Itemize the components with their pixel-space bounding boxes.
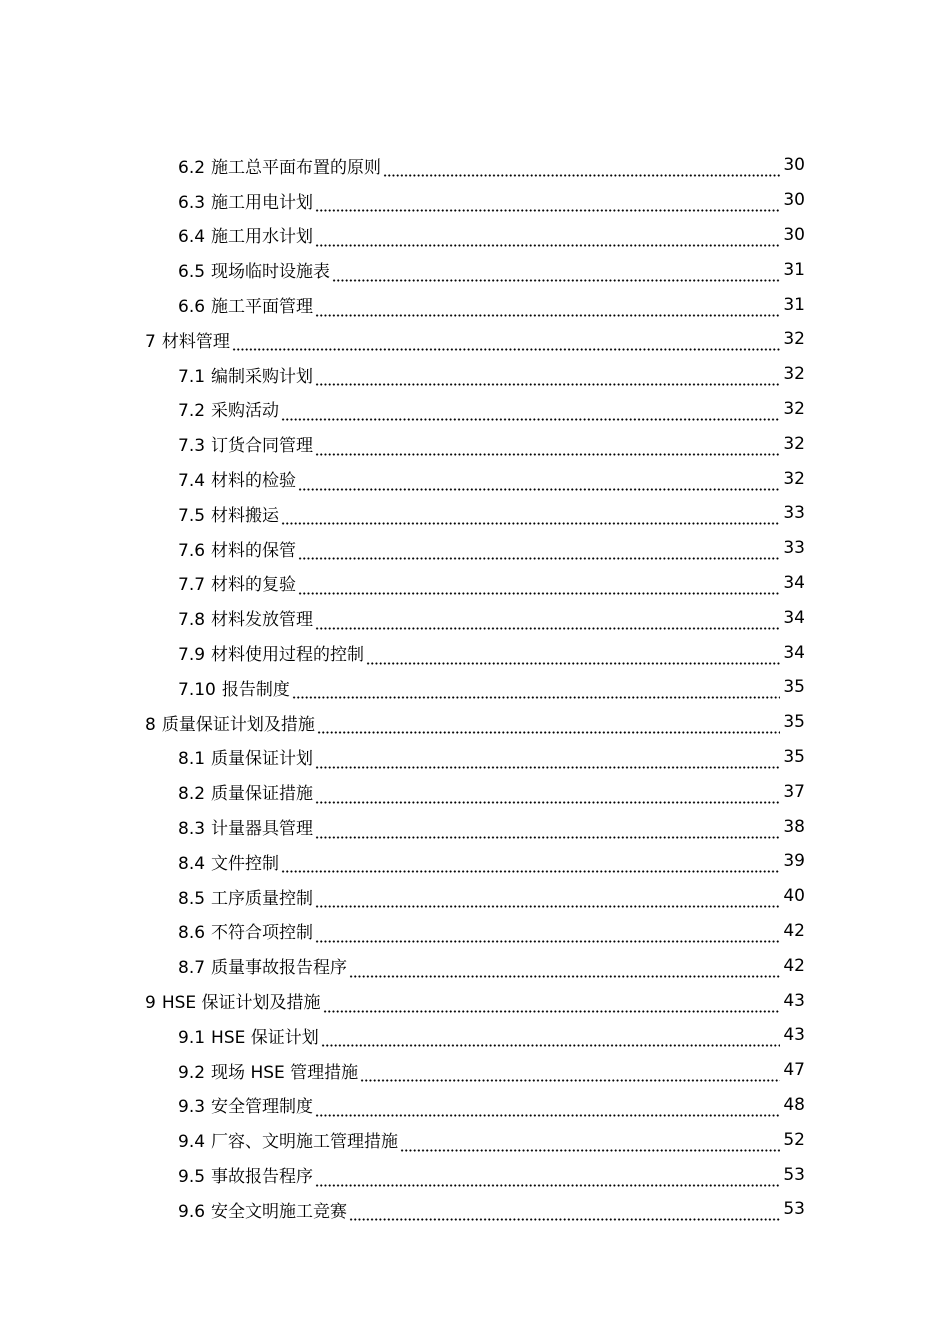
toc-subsection-entry[interactable] — [0, 566, 950, 601]
toc-entry-number: 7 — [145, 331, 156, 352]
toc-page-number: 32 — [783, 468, 805, 489]
toc-entry-title: 材料发放管理 — [211, 610, 314, 631]
toc-entry-title: 现场 HSE 管理措施 — [211, 1062, 359, 1083]
toc-section-entry[interactable] — [0, 983, 950, 1018]
toc-dot-leader — [292, 681, 780, 699]
toc-entry-heading — [178, 536, 297, 561]
toc-subsection-entry[interactable] — [0, 1018, 950, 1053]
toc-entry-number: 7.9 — [178, 645, 206, 666]
toc-dot-leader — [281, 507, 780, 525]
toc-entry-number: 8.5 — [178, 888, 206, 909]
toc-page-number: 34 — [783, 572, 805, 593]
toc-entry-title: HSE 保证计划及措施 — [161, 993, 321, 1014]
toc-entry-title: 材料的保管 — [211, 540, 297, 561]
toc-entry-heading — [178, 153, 382, 178]
toc-entry-heading — [178, 744, 314, 769]
toc-page-number: 33 — [783, 538, 805, 559]
toc-entry-title: 文件控制 — [211, 853, 280, 874]
toc-dot-leader — [321, 1029, 780, 1047]
toc-entry-number: 7.5 — [178, 505, 206, 526]
toc-entry-number: 7.6 — [178, 540, 206, 561]
toc-entry-title: 材料搬运 — [211, 505, 280, 526]
toc-entry-title: 工序质量控制 — [211, 888, 314, 909]
toc-entry-title: HSE 保证计划 — [211, 1027, 319, 1048]
toc-dot-leader — [383, 159, 780, 177]
toc-subsection-entry[interactable] — [0, 287, 950, 322]
toc-subsection-entry[interactable] — [0, 600, 950, 635]
toc-entry-number: 6.5 — [178, 262, 206, 283]
toc-entry-title: 施工平面管理 — [211, 297, 314, 318]
toc-subsection-entry[interactable] — [0, 357, 950, 392]
toc-entry-heading — [145, 988, 322, 1013]
toc-page-number: 47 — [783, 1060, 805, 1081]
toc-entry-title: 采购活动 — [211, 401, 280, 422]
toc-page-number: 52 — [783, 1129, 805, 1150]
toc-entry-heading — [178, 570, 297, 595]
toc-dot-leader — [315, 1169, 780, 1187]
toc-entry-heading — [178, 1127, 399, 1152]
toc-entry-heading — [178, 779, 314, 804]
toc-page-number: 43 — [783, 1025, 805, 1046]
toc-subsection-entry[interactable] — [0, 1088, 950, 1123]
toc-entry-title: 材料使用过程的控制 — [211, 645, 365, 666]
toc-page-number: 35 — [783, 712, 805, 733]
toc-subsection-entry[interactable] — [0, 809, 950, 844]
toc-dot-leader — [360, 1064, 780, 1082]
toc-page-number: 43 — [783, 990, 805, 1011]
toc-entry-number: 6.4 — [178, 227, 206, 248]
toc-entry-heading — [178, 675, 291, 700]
toc-entry-title: 现场临时设施表 — [211, 262, 331, 283]
toc-subsection-entry[interactable] — [0, 774, 950, 809]
toc-page-number: 30 — [783, 190, 805, 211]
toc-subsection-entry[interactable] — [0, 461, 950, 496]
toc-subsection-entry[interactable] — [0, 740, 950, 775]
toc-subsection-entry[interactable] — [0, 392, 950, 427]
toc-entry-number: 9.4 — [178, 1132, 206, 1153]
toc-dot-leader — [315, 890, 780, 908]
toc-subsection-entry[interactable] — [0, 879, 950, 914]
toc-entry-heading — [178, 953, 348, 978]
toc-subsection-entry[interactable] — [0, 948, 950, 983]
toc-entry-heading — [178, 222, 314, 247]
toc-subsection-entry[interactable] — [0, 183, 950, 218]
toc-entry-heading — [178, 466, 297, 491]
toc-entry-heading — [178, 396, 280, 421]
toc-entry-heading — [178, 640, 365, 665]
toc-entry-heading — [178, 918, 314, 943]
toc-entry-heading — [178, 814, 314, 839]
toc-dot-leader — [315, 1099, 780, 1117]
toc-subsection-entry[interactable] — [0, 252, 950, 287]
toc-entry-title: 材料的检验 — [211, 471, 297, 492]
toc-page-number: 35 — [783, 677, 805, 698]
toc-dot-leader — [315, 229, 780, 247]
toc-page-number: 39 — [783, 851, 805, 872]
toc-entry-number: 9 — [145, 993, 156, 1014]
toc-section-entry[interactable] — [0, 705, 950, 740]
toc-entry-number: 7.2 — [178, 401, 206, 422]
toc-dot-leader — [298, 577, 780, 595]
toc-dot-leader — [315, 751, 780, 769]
toc-dot-leader — [232, 333, 780, 351]
toc-entry-number: 8.2 — [178, 784, 206, 805]
toc-entry-number: 6.3 — [178, 192, 206, 213]
toc-page-number: 31 — [783, 259, 805, 280]
toc-subsection-entry[interactable] — [0, 1157, 950, 1192]
toc-entry-title: 安全管理制度 — [211, 1097, 314, 1118]
toc-dot-leader — [315, 612, 780, 630]
toc-entry-heading — [145, 710, 316, 735]
toc-subsection-entry[interactable] — [0, 426, 950, 461]
toc-entry-number: 7.7 — [178, 575, 206, 596]
toc-dot-leader — [323, 995, 780, 1013]
toc-page-number: 32 — [783, 364, 805, 385]
toc-entry-title: 材料的复验 — [211, 575, 297, 596]
toc-dot-leader — [317, 716, 780, 734]
toc-entry-heading — [145, 327, 231, 352]
toc-entry-number: 9.2 — [178, 1062, 206, 1083]
toc-page-number: 53 — [783, 1199, 805, 1220]
toc-page-number: 35 — [783, 746, 805, 767]
toc-entry-heading — [178, 362, 314, 387]
toc-page-number: 42 — [783, 955, 805, 976]
toc-page-number: 31 — [783, 294, 805, 315]
toc-entry-heading — [178, 292, 314, 317]
toc-dot-leader — [315, 194, 780, 212]
toc-entry-number: 8.7 — [178, 958, 206, 979]
toc-page-number: 30 — [783, 155, 805, 176]
toc-subsection-entry[interactable] — [0, 914, 950, 949]
toc-dot-leader — [315, 821, 780, 839]
toc-entry-title: 安全文明施工竞赛 — [211, 1201, 348, 1222]
toc-entry-heading — [178, 849, 280, 874]
toc-entry-title: 质量保证计划及措施 — [161, 714, 315, 735]
toc-subsection-entry[interactable] — [0, 635, 950, 670]
toc-dot-leader — [281, 855, 780, 873]
toc-subsection-entry[interactable] — [0, 1122, 950, 1157]
toc-page-number: 30 — [783, 224, 805, 245]
toc-entry-heading — [178, 1162, 314, 1187]
toc-dot-leader — [315, 368, 780, 386]
toc-entry-title: 材料管理 — [161, 331, 230, 352]
toc-dot-leader — [332, 264, 780, 282]
toc-entry-number: 8 — [145, 714, 156, 735]
toc-entry-title: 质量事故报告程序 — [211, 958, 348, 979]
toc-page-number: 32 — [783, 329, 805, 350]
toc-page-number: 38 — [783, 816, 805, 837]
toc-entry-title: 编制采购计划 — [211, 366, 314, 387]
toc-dot-leader — [349, 960, 780, 978]
toc-page-number: 33 — [783, 503, 805, 524]
toc-entry-number: 9.5 — [178, 1167, 206, 1187]
toc-entry-title: 质量保证计划 — [211, 749, 314, 770]
toc-page-number: 53 — [783, 1164, 805, 1185]
toc-entry-title: 报告制度 — [221, 679, 290, 700]
toc-entry-number: 7.3 — [178, 436, 206, 457]
toc-entry-number: 7.4 — [178, 471, 206, 492]
toc-entry-heading — [178, 431, 314, 456]
toc-dot-leader — [366, 647, 780, 665]
toc-entry-number: 8.3 — [178, 819, 206, 840]
toc-entry-number: 9.1 — [178, 1027, 206, 1048]
toc-page-number: 40 — [783, 886, 805, 907]
toc-entry-number: 6.6 — [178, 297, 206, 318]
toc-entry-number: 6.2 — [178, 157, 206, 178]
toc-subsection-entry[interactable] — [0, 670, 950, 705]
toc-entry-number: 7.1 — [178, 366, 206, 387]
toc-entry-title: 事故报告程序 — [211, 1167, 314, 1187]
toc-entry-number: 7.10 — [178, 679, 216, 700]
toc-entry-number: 9.6 — [178, 1201, 206, 1222]
toc-page-number: 34 — [783, 642, 805, 663]
toc-section-entry[interactable] — [0, 322, 950, 357]
toc-dot-leader — [298, 542, 780, 560]
toc-entry-number: 9.3 — [178, 1097, 206, 1118]
toc-entry-title: 质量保证措施 — [211, 784, 314, 805]
toc-entry-title: 厂容、文明施工管理措施 — [211, 1132, 399, 1153]
toc-entry-heading — [178, 884, 314, 909]
toc-subsection-entry[interactable] — [0, 496, 950, 531]
toc-entry-heading — [178, 257, 331, 282]
toc-dot-leader — [315, 438, 780, 456]
toc-dot-leader — [315, 299, 780, 317]
toc-page-number: 37 — [783, 781, 805, 802]
toc-dot-leader — [281, 403, 780, 421]
toc-entry-number: 8.4 — [178, 853, 206, 874]
toc-entry-number: 8.1 — [178, 749, 206, 770]
toc-entry-heading — [178, 501, 280, 526]
toc-entry-title: 计量器具管理 — [211, 819, 314, 840]
toc-entry-heading — [178, 1197, 348, 1222]
toc-entry-heading — [178, 188, 314, 213]
toc-subsection-entry[interactable] — [0, 218, 950, 253]
toc-dot-leader — [315, 925, 780, 943]
toc-page-number: 42 — [783, 920, 805, 941]
toc-subsection-entry[interactable] — [0, 1192, 950, 1227]
toc-subsection-entry[interactable] — [0, 148, 950, 183]
toc-dot-leader — [349, 1203, 780, 1221]
toc-entry-number: 8.6 — [178, 923, 206, 944]
toc-entry-heading — [178, 605, 314, 630]
toc-subsection-entry[interactable] — [0, 1053, 950, 1088]
toc-entry-heading — [178, 1092, 314, 1117]
toc-entry-title: 订货合同管理 — [211, 436, 314, 457]
table-of-contents — [0, 148, 950, 1227]
toc-page-number: 34 — [783, 607, 805, 628]
toc-dot-leader — [298, 473, 780, 491]
toc-dot-leader — [400, 1134, 780, 1152]
toc-dot-leader — [315, 786, 780, 804]
toc-subsection-entry[interactable] — [0, 844, 950, 879]
toc-entry-title: 施工用水计划 — [211, 227, 314, 248]
toc-entry-heading — [178, 1023, 320, 1048]
toc-entry-heading — [178, 1058, 359, 1083]
toc-entry-number: 7.8 — [178, 610, 206, 631]
toc-entry-title: 施工总平面布置的原则 — [211, 157, 382, 178]
toc-subsection-entry[interactable] — [0, 531, 950, 566]
toc-page-number: 48 — [783, 1094, 805, 1115]
toc-entry-title: 施工用电计划 — [211, 192, 314, 213]
toc-page-number: 32 — [783, 433, 805, 454]
toc-entry-title: 不符合项控制 — [211, 923, 314, 944]
toc-page-number: 32 — [783, 398, 805, 419]
